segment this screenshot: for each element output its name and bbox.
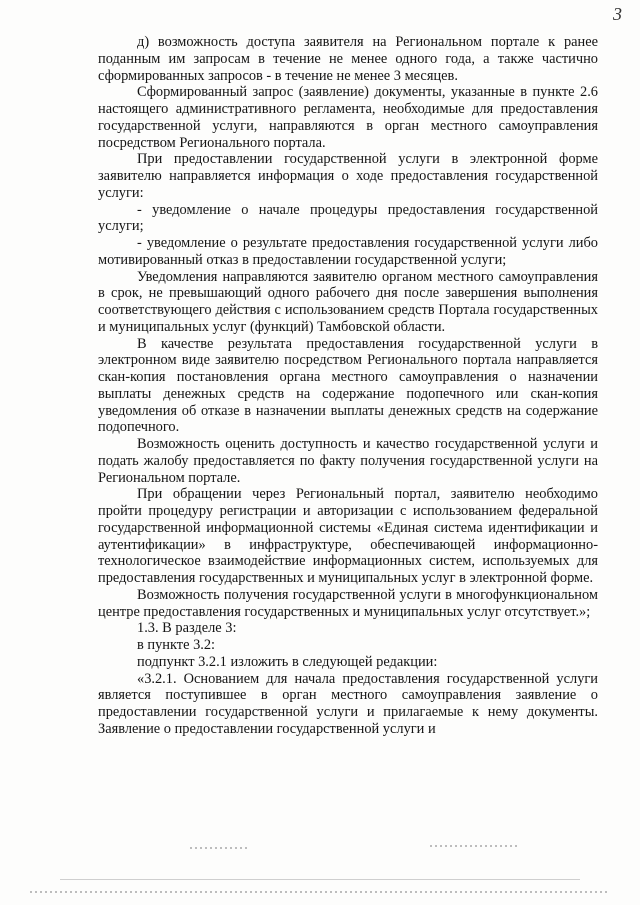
paragraph: Уведомления направляются заявителю органом местного самоуправления в срок, не превышающий одного рабочего дня после завершения выполнения соответствующего действия с использованием средств Портала государственных и муниципальных услуг (функций) Тамбовской области. (98, 268, 598, 335)
paragraph: В качестве результата предоставления государственной услуги в электронном виде заявителю посредством Регионального портала направляется скан-копия постановления органа местного самоуправления о назначении выплаты денежных средств на содержание подопечного или скан-копия уведомления об отказе в назначении выплаты денежных средств на содержание подопечного. (98, 335, 598, 436)
scan-speck (190, 847, 250, 849)
paragraph: в пункте 3.2: (137, 637, 216, 653)
paragraph: - уведомление о начале процедуры предоставления государственной услуги; (98, 201, 598, 235)
scan-artifacts (0, 839, 640, 899)
scan-speck (430, 845, 520, 847)
paragraph: Сформированный запрос (заявление) документы, указанные в пункте 2.6 настоящего административного регламента, необходимые для предоставления государственной услуги, направляются в орган местного самоуправления посредством Регионального портала. (98, 84, 598, 151)
paragraph: подпункт 3.2.1 изложить в следующей редакции: (137, 653, 438, 670)
paragraph: При обращении через Региональный портал, заявителю необходимо пройти процедуру регистрации и авторизации с использованием федеральной государственной информационной системы «Единая система идентификации и аутентификации» в инфраструктуре, обеспечивающей информационно-технологическое взаимодействие информационных систем, используемых для предоставления государственных и муниципальных услуг в электронной форме. (98, 486, 598, 586)
paragraph: При предоставлении государственной услуги в электронной форме заявителю направляется информация о ходе предоставления государственной услуги: (98, 151, 598, 201)
scan-speck (30, 891, 610, 893)
paragraph: - уведомление о результате предоставления государственной услуги либо мотивированный отказ в предоставлении государственной услуги; (98, 235, 598, 268)
scan-line (60, 879, 580, 880)
document-body (98, 34, 598, 738)
paragraph: Возможность оценить доступность и качество государственной услуги и подать жалобу предоставляется по факту получения государственной услуги на Региональном портале. (98, 436, 598, 486)
paragraph: 1.3. В разделе 3: (137, 620, 237, 637)
paragraph: Возможность получения государственной услуги в многофункциональном центре предоставления государственных и муниципальных услуг отсутствует.»; (98, 586, 598, 620)
paragraph: «3.2.1. Основанием для начала предоставления государственной услуги является поступившее в орган местного самоуправления заявление о предоставлении государственной услуги и прилагаемые к нему документы. Заявление о предоставлении государственной услуги и (98, 670, 598, 737)
page-number: 3 (613, 4, 622, 24)
paragraph: д) возможность доступа заявителя на Региональном портале к ранее поданным им запросам в течение не менее одного года, а также частично сформированных запросов - в течение не менее 3 месяцев. (98, 34, 598, 84)
